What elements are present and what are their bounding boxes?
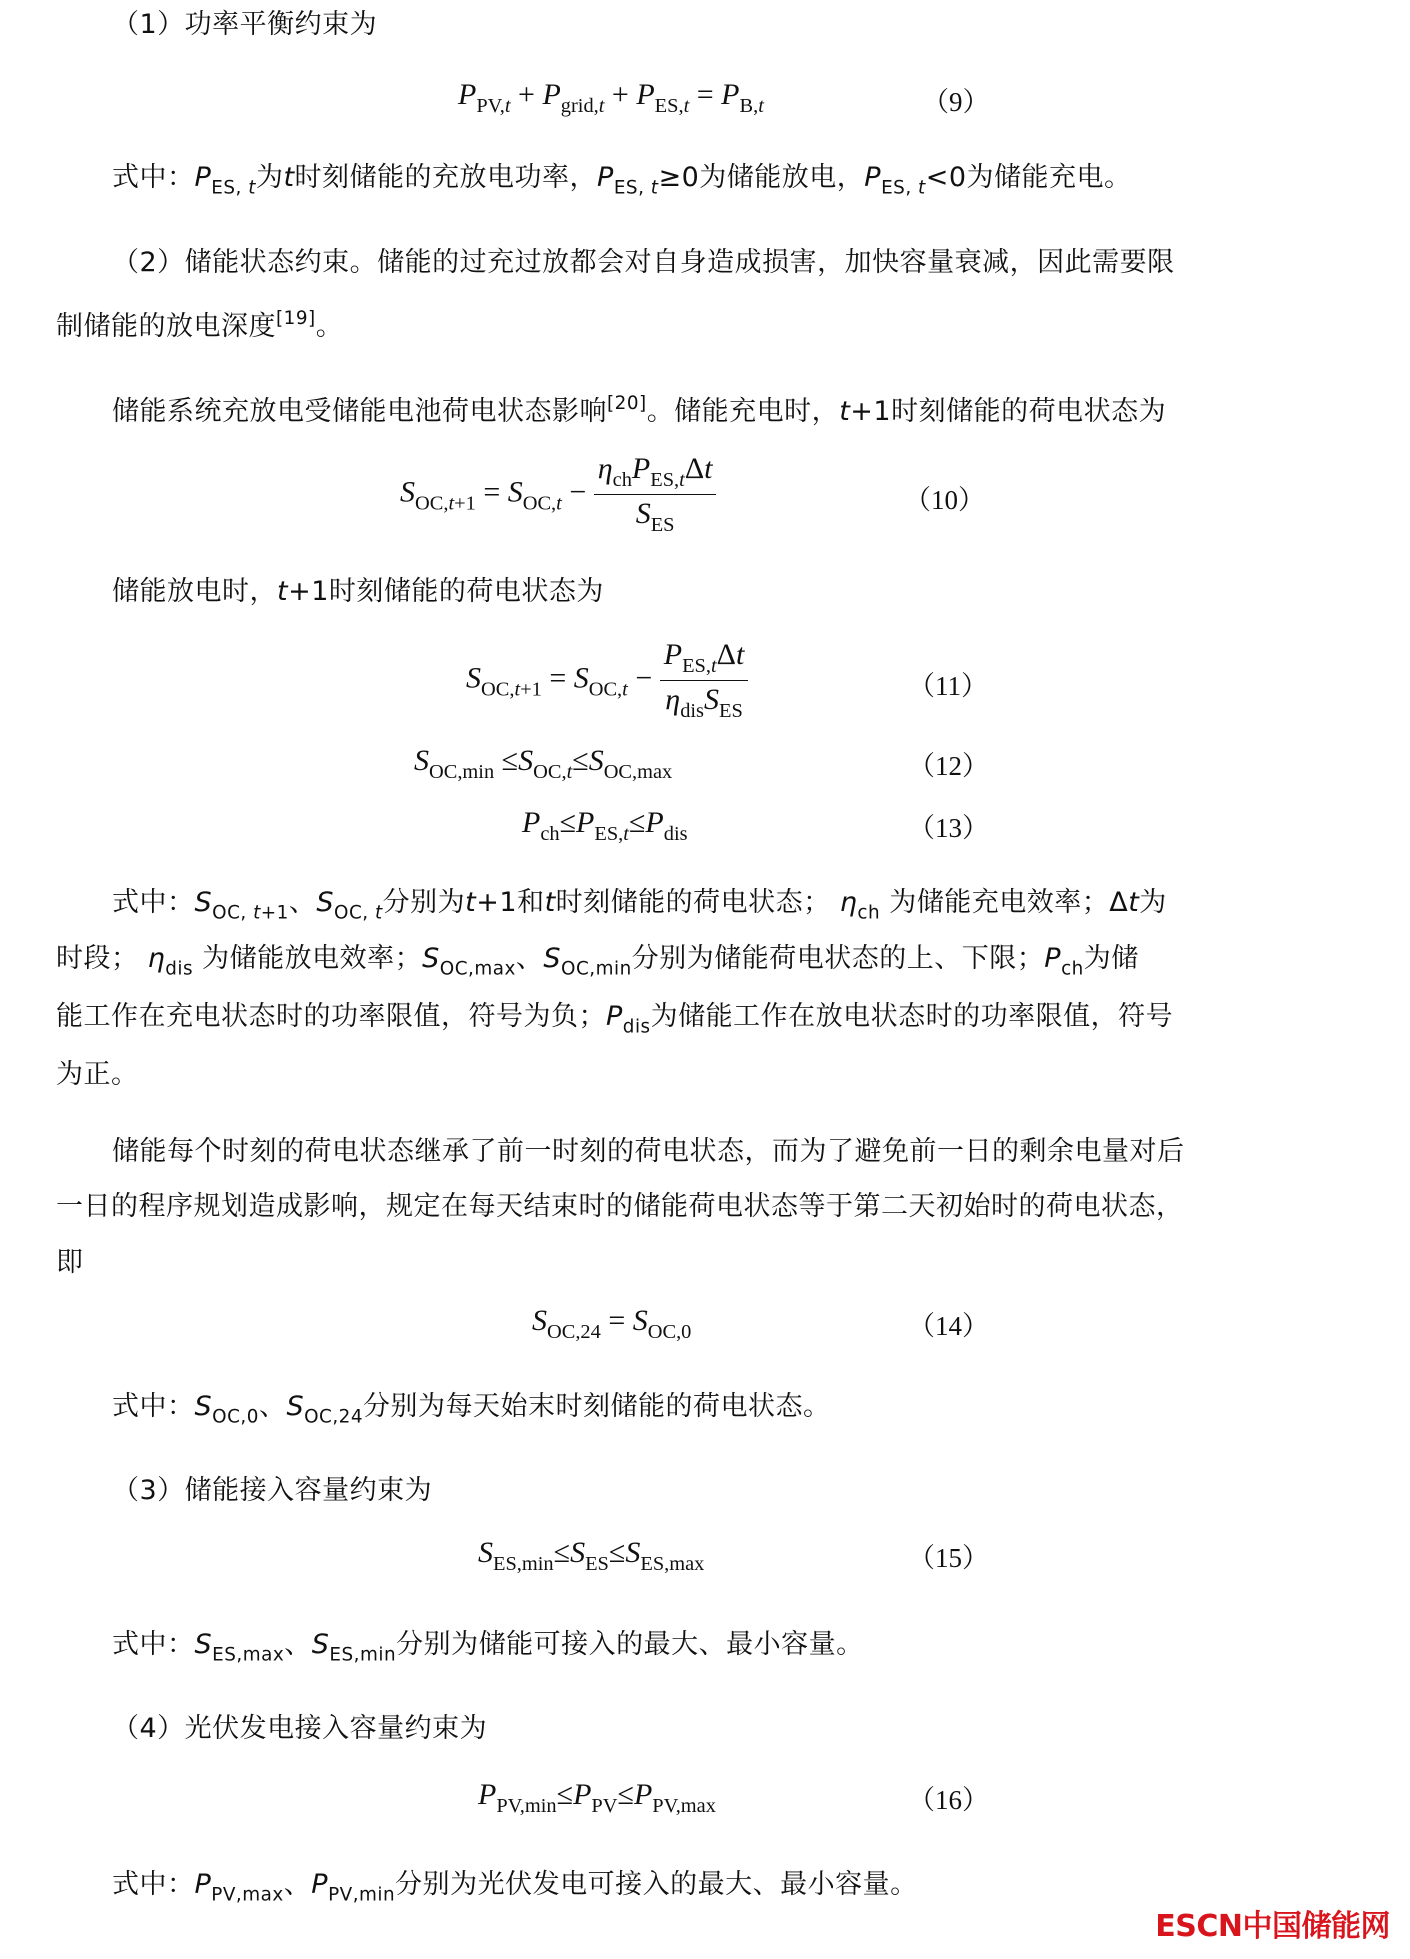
equation-16: $P_{PV,min}\le P_{PV}\le P_{PV,max}$	[478, 1778, 716, 1818]
equation-9: $P_{PV,t} + P_{grid,t} + P_{ES,t} = P_{B,t}$	[458, 78, 764, 118]
paragraph-eq14-note: 式中：$S_{OC,0}$、$S_{OC,24}$分别为每天始末时刻储能的荷电状态。	[112, 1391, 831, 1428]
equation-number-13: （13）	[908, 813, 989, 843]
paragraph-eq9-note: 式中：$P_{ES, t}$为t时刻储能的充放电功率，$P_{ES, t}\ge 0$为储能放电，$P_{ES, t}<0$为储能充电。	[112, 162, 1132, 199]
equation-number-10: （10）	[904, 485, 985, 515]
equation-13: $P_{ch}\le P_{ES,t}\le P_{dis}$	[522, 806, 688, 846]
heading-storage-capacity: （3）储能接入容量约束为	[112, 1475, 433, 1506]
equation-number-12: （12）	[908, 751, 989, 781]
paragraph-soc-note-line4: 为正。	[56, 1059, 139, 1090]
paragraph-storage-constraint-line2: 制储能的放电深度[19]。	[56, 308, 344, 343]
equation-number-14: （14）	[908, 1311, 989, 1341]
equation-10: $S_{OC,t+1} = S_{OC,t}$ − $\frac{\eta_{ch}P_{ES,t}\Delta t}{S_{ES}}$	[400, 452, 716, 537]
paragraph-soc-note-line1: 式中：$S_{OC, t+1}$、$S_{OC, t}$分别为t+1和t时刻储能的荷电状态； $\eta_{ch}$ 为储能充电效率；Δt为	[112, 887, 1167, 924]
equation-14: $S_{OC,24} = S_{OC,0}$	[532, 1304, 692, 1344]
heading-power-balance: （1）功率平衡约束为	[112, 9, 378, 40]
paragraph-soc-discharging: 储能放电时，t+1时刻储能的荷电状态为	[112, 576, 604, 607]
equation-15: $S_{ES,min}\le S_{ES}\le S_{ES,max}$	[478, 1536, 705, 1576]
paragraph-soc-note-line2: 时段； $\eta_{dis}$ 为储能放电效率；$S_{OC,max}$、$S_{OC,min}$分别为储能荷电状态的上、下限；$P_{ch}$为储	[56, 943, 1139, 980]
paragraph-daily-soc-line3: 即	[56, 1247, 84, 1278]
paragraph-daily-soc-line2: 一日的程序规划造成影响，规定在每天结束时的储能荷电状态等于第二天初始时的荷电状态，	[56, 1191, 1184, 1222]
paragraph-eq16-note: 式中：$P_{PV,max}$、$P_{PV,min}$分别为光伏发电可接入的最大、最小容量。	[112, 1869, 918, 1906]
equation-number-9: （9）	[922, 87, 990, 117]
equation-12: $S_{OC,min} \le S_{OC,t}\le S_{OC,max}$	[414, 744, 673, 784]
paragraph-soc-charging: 储能系统充放电受储能电池荷电状态影响[20]。储能充电时，t+1时刻储能的荷电状态为	[112, 393, 1167, 428]
escn-logo: ESCN中国储能网	[1155, 1909, 1390, 1944]
heading-pv-capacity: （4）光伏发电接入容量约束为	[112, 1713, 488, 1744]
paragraph-storage-constraint-line1: （2）储能状态约束。储能的过充过放都会对自身造成损害，加快容量衰减，因此需要限	[112, 247, 1175, 278]
equation-number-11: （11）	[908, 671, 988, 701]
equation-number-16: （16）	[908, 1785, 989, 1815]
paragraph-daily-soc-line1: 储能每个时刻的荷电状态继承了前一时刻的荷电状态，而为了避免前一日的剩余电量对后	[112, 1136, 1185, 1167]
paragraph-soc-note-line3: 能工作在充电状态时的功率限值，符号为负；$P_{dis}$为储能工作在放电状态时的功率限值，符号	[56, 1001, 1174, 1038]
equation-number-15: （15）	[908, 1543, 989, 1573]
paragraph-eq15-note: 式中：$S_{ES,max}$、$S_{ES,min}$分别为储能可接入的最大、最小容量。	[112, 1629, 864, 1666]
equation-11: $S_{OC,t+1} = S_{OC,t}$ − $\frac{P_{ES,t}\Delta t}{\eta_{dis}S_{ES}}$	[466, 638, 748, 723]
